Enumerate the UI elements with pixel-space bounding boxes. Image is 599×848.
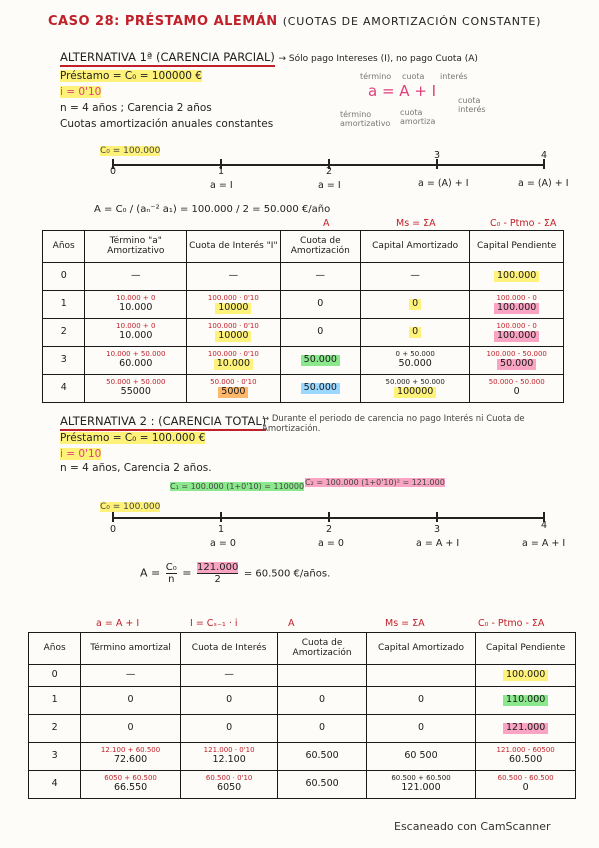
cell-ms: 60.500 + 60.500 121.000 [366, 771, 476, 799]
cell-cp: 60.500 - 60.500 0 [476, 771, 576, 799]
alt1-description: Cuotas amortización anuales constantes [60, 118, 274, 130]
alt1-loan: Préstamo = C₀ = 100000 € [60, 70, 202, 82]
header-interes: Cuota de Interés "I" [187, 231, 280, 263]
cell-ms: 0 [361, 319, 470, 347]
table-row [43, 263, 564, 291]
cell-year: 3 [29, 743, 81, 771]
alt2-tick [328, 512, 330, 522]
cell-termino: 6050 + 60.500 66.550 [81, 771, 181, 799]
cell-cp: 50.000 - 50.000 0 [470, 375, 564, 403]
table-row [29, 743, 576, 771]
formula-part-right: cuota interés [458, 96, 486, 114]
title-main: CASO 28: PRÉSTAMO ALEMÁN [48, 14, 278, 29]
alt2-header-row [29, 633, 576, 665]
alt2-colhead: Ms = ΣA [385, 618, 425, 629]
alt1-tl-val: a = I [210, 180, 233, 191]
cell-year: 2 [43, 319, 85, 347]
title-sub: (CUOTAS DE AMORTIZACIÓN CONSTANTE) [282, 15, 542, 28]
alt2-c2-formula: C₂ = 100.000 (1+0'10)² = 121.000 [305, 478, 445, 487]
cell-amort: 0 [278, 687, 366, 715]
alt2-tick [220, 512, 222, 522]
alt1-note: → Sólo pago Intereses (I), no pago Cuota (A) [278, 54, 478, 64]
header-interes: Cuota de Interés [180, 633, 278, 665]
alt1-colhead: C₀ - Ptmo - ΣA [490, 218, 557, 229]
cell-ms: 0 [366, 715, 476, 743]
cell-termino: 50.000 + 50.000 55000 [85, 375, 187, 403]
alt2-colhead: a = A + I [96, 618, 140, 629]
table-row [43, 291, 564, 319]
cell-amort: 60.500 [278, 743, 366, 771]
table-row [43, 319, 564, 347]
formula-part-left: término amortizativo [340, 110, 391, 128]
alt2-tl-val: a = A + I [416, 538, 460, 549]
formula-part-mid: cuota amortiza [400, 108, 436, 126]
scanner-watermark: Escaneado con CamScanner [394, 820, 551, 833]
table-row [29, 665, 576, 687]
alt2-heading [60, 414, 266, 428]
alt1-tl-val: a = I [318, 180, 341, 191]
header-capital-amortizado: Capital Amortizado [366, 633, 476, 665]
table-row [43, 375, 564, 403]
alt2-loan: Préstamo = C₀ = 100.000 € [60, 432, 206, 444]
alt1-tl-num: 1 [218, 166, 225, 177]
formula-label-cuota: cuota [402, 72, 425, 81]
cell-termino: 12.100 + 60.500 72.600 [81, 743, 181, 771]
cell-termino: — [81, 665, 181, 687]
cell-ms: 0 [366, 687, 476, 715]
cell-amort: 50.000 [280, 375, 360, 403]
alt1-table [42, 230, 564, 403]
header-termino: Término "a" Amortizativo [85, 231, 187, 263]
cell-year: 0 [43, 263, 85, 291]
cell-interes: 50.000 · 0'10 5000 [187, 375, 280, 403]
cell-termino: — [85, 263, 187, 291]
alt2-tl-num: 0 [110, 524, 117, 535]
cell-year: 3 [43, 347, 85, 375]
cell-interes: 100.000 · 0'10 10000 [187, 291, 280, 319]
alt2-table [28, 632, 576, 799]
cell-cp: 100.000 - 0 100.000 [470, 291, 564, 319]
alt2-rate: i = 0'10 [60, 448, 102, 460]
cell-amort: 60.500 [278, 771, 366, 799]
alt2-tl-val: a = 0 [210, 538, 236, 549]
alt2-tick [436, 512, 438, 522]
header-termino: Término amortizal [81, 633, 181, 665]
table-row [29, 687, 576, 715]
alt2-tl-val: a = 0 [318, 538, 344, 549]
cell-year: 4 [43, 375, 85, 403]
alt1-formula: a = A + I [368, 82, 437, 100]
cell-ms: 0 + 50.000 50.000 [361, 347, 470, 375]
cell-amort: 0 [280, 319, 360, 347]
cell-cp: 100.000 - 0 100.000 [470, 319, 564, 347]
alt1-years: n = 4 años ; Carencia 2 años [60, 102, 212, 114]
page-title [48, 14, 541, 29]
alt1-tl-num: 4 [541, 150, 548, 161]
alt1-c0-label: C₀ = 100.000 [100, 146, 161, 156]
header-amortizacion: Cuota de Amortización [278, 633, 366, 665]
cell-amort [278, 665, 366, 687]
alt1-rate: i = 0'10 [60, 86, 102, 98]
cell-year: 2 [29, 715, 81, 743]
alt1-tl-num: 2 [326, 166, 333, 177]
alt2-c0-label: C₀ = 100.000 [100, 502, 161, 512]
cell-amort: 0 [278, 715, 366, 743]
header-capital-pendiente: Capital Pendiente [470, 231, 564, 263]
cell-termino: 10.000 + 50.000 60.000 [85, 347, 187, 375]
formula-label-interes: interés [440, 72, 468, 81]
cell-ms: 60 500 [366, 743, 476, 771]
cell-cp: 110.000 [476, 687, 576, 715]
alt1-colhead: Ms = ΣA [396, 218, 436, 229]
cell-interes: 100.000 · 0'10 10000 [187, 319, 280, 347]
alt1-tl-val: a = (A) + I [418, 178, 469, 189]
cell-interes: 100.000 · 0'10 10.000 [187, 347, 280, 375]
header-years: Años [29, 633, 81, 665]
alt1-A-formula: A = C₀ / (aₙ⁻² a₁) = 100.000 / 2 = 50.000 €/año [94, 204, 331, 215]
cell-termino: 10.000 + 0 10.000 [85, 291, 187, 319]
cell-interes: — [187, 263, 280, 291]
cell-year: 1 [29, 687, 81, 715]
cell-ms [366, 665, 476, 687]
header-amortizacion: Cuota de Amortización [280, 231, 360, 263]
header-capital-amortizado: Capital Amortizado [361, 231, 470, 263]
alt1-heading-text: ALTERNATIVA 1ª (CARENCIA PARCIAL) [60, 50, 275, 67]
cell-interes: 0 [180, 715, 278, 743]
cell-year: 4 [29, 771, 81, 799]
header-years: Años [43, 231, 85, 263]
alt1-tl-num: 3 [434, 150, 441, 161]
cell-amort: — [280, 263, 360, 291]
table-row [29, 715, 576, 743]
cell-interes: 0 [180, 687, 278, 715]
formula-label-term: término [360, 72, 392, 81]
alt1-tl-num: 0 [110, 166, 117, 177]
alt1-colhead: A [323, 218, 330, 229]
alt2-years: n = 4 años, Carencia 2 años. [60, 462, 212, 474]
alt2-tl-val: a = A + I [522, 538, 566, 549]
cell-termino: 0 [81, 687, 181, 715]
table-row [29, 771, 576, 799]
cell-ms: 50.000 + 50.000 100000 [361, 375, 470, 403]
alt1-heading [60, 50, 478, 64]
cell-cp: 100.000 - 50.000 50.000 [470, 347, 564, 375]
cell-cp: 100.000 [470, 263, 564, 291]
alt2-tick [112, 512, 114, 522]
cell-termino: 10.000 + 0 10.000 [85, 319, 187, 347]
cell-cp: 100.000 [476, 665, 576, 687]
alt2-note: → Durante el periodo de carencia no pago Interés ni Cuota de Amortización. [262, 414, 525, 434]
cell-termino: 0 [81, 715, 181, 743]
cell-ms: — [361, 263, 470, 291]
cell-cp: 121.000 [476, 715, 576, 743]
alt2-colhead: A [288, 618, 295, 629]
cell-interes: 121.000 · 0'10 12.100 [180, 743, 278, 771]
alt2-colhead: C₀ - Ptmo - ΣA [478, 618, 545, 629]
table-row [43, 347, 564, 375]
cell-cp: 121.000 - 60500 60.500 [476, 743, 576, 771]
alt2-heading-text: ALTERNATIVA 2 : (CARENCIA TOTAL) [60, 414, 266, 431]
cell-interes: — [180, 665, 278, 687]
alt1-tl-val: a = (A) + I [518, 178, 569, 189]
cell-interes: 60.500 · 0'10 6050 [180, 771, 278, 799]
header-capital-pendiente: Capital Pendiente [476, 633, 576, 665]
alt1-header-row [43, 231, 564, 263]
cell-amort: 50.000 [280, 347, 360, 375]
alt2-tl-num: 1 [218, 524, 225, 535]
cell-year: 0 [29, 665, 81, 687]
alt2-tl-num: 2 [326, 524, 333, 535]
alt2-tl-num: 3 [434, 524, 441, 535]
alt2-colhead: I = Cₛ₋₁ · i [190, 618, 238, 629]
alt2-A-formula: A = $\frac{\text{C₀}}{n}$ = $\frac{121.000}{2}$ = 60.500 €/años. [140, 562, 331, 585]
alt2-tl-num: 4 [541, 520, 548, 531]
cell-amort: 0 [280, 291, 360, 319]
alt2-c1-formula: C₁ = 100.000 (1+0'10) = 110000 [170, 482, 305, 491]
cell-ms: 0 [361, 291, 470, 319]
cell-year: 1 [43, 291, 85, 319]
